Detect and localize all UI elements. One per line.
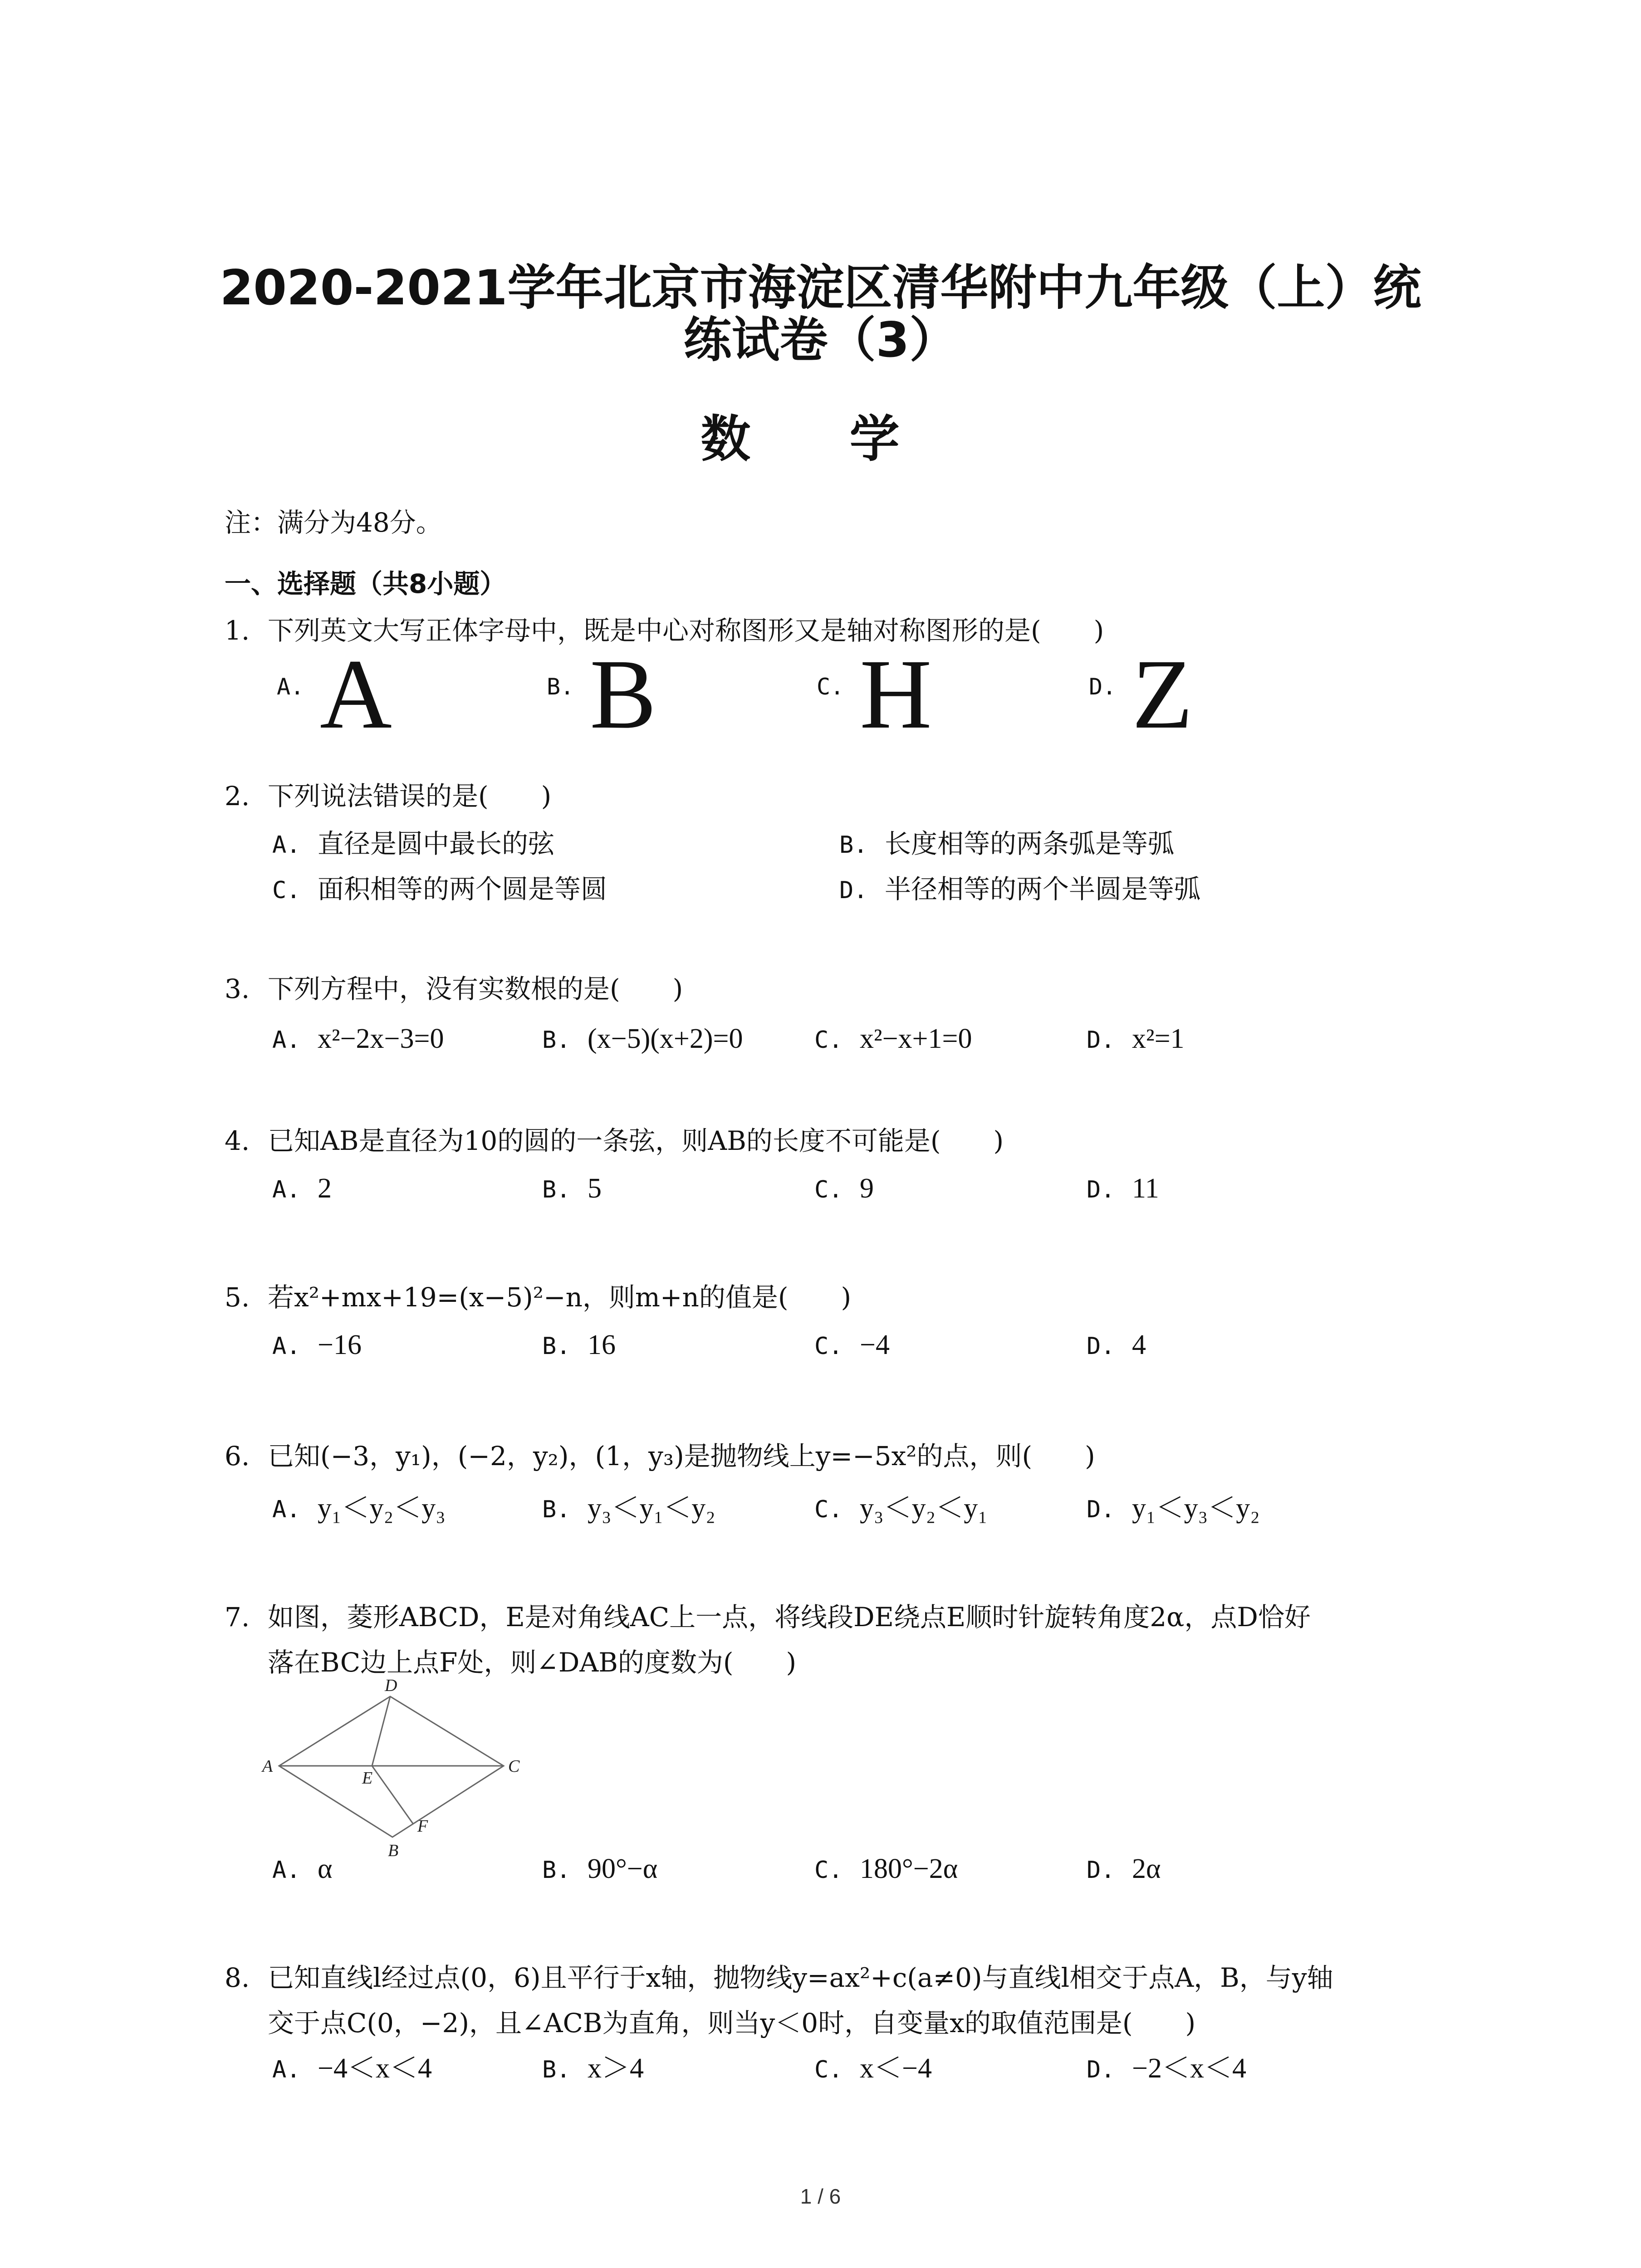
option-text: 2	[318, 1173, 332, 1204]
option-d	[1087, 1486, 1260, 1532]
option-key: A.	[272, 1026, 301, 1054]
question-text: 已知(−3，y₁)，(−2，y₂)，(1，y₃)是抛物线上y=−5x²的点，则( )	[268, 1441, 1095, 1471]
option-key: A.	[272, 2056, 301, 2083]
option-d	[1087, 1846, 1161, 1893]
option-a	[272, 2046, 432, 2092]
option-d	[1087, 1322, 1146, 1369]
question-7-continued: 落在BC边上点F处，则∠DAB的度数为( )	[268, 1647, 797, 1678]
question-number: 4.	[225, 1125, 250, 1156]
segment-ef	[372, 1766, 413, 1823]
option-c	[814, 1486, 988, 1532]
score-note: 注：满分为48分。	[225, 507, 442, 538]
option-key: A.	[277, 674, 304, 700]
option-text: x²=1	[1132, 1023, 1185, 1054]
option-b	[542, 1486, 715, 1532]
option-text: 4	[1132, 1330, 1146, 1360]
option-text: 9	[860, 1173, 874, 1204]
option-text: −2＜x＜4	[1132, 2053, 1246, 2084]
option-key: D.	[1087, 2056, 1115, 2083]
option-c	[814, 1016, 972, 1063]
option-key: A.	[272, 1857, 301, 1884]
option-key: C.	[814, 1026, 843, 1054]
question-2	[225, 773, 551, 819]
option-text: x＜−4	[860, 2053, 932, 2084]
option-text: −4	[860, 1330, 890, 1360]
rhombus-abcd	[279, 1696, 504, 1837]
question-8	[225, 1955, 1333, 2000]
question-3	[225, 966, 683, 1012]
option-text: α	[318, 1853, 333, 1884]
option-b	[542, 1846, 657, 1893]
option-text: 5	[588, 1173, 602, 1204]
option-key: D.	[1087, 1176, 1115, 1203]
option-key: D.	[1087, 1857, 1115, 1884]
option-key: B.	[547, 674, 574, 700]
question-8-continued: 交于点C(0，−2)，且∠ACB为直角，则当y＜0时，自变量x的取值范围是( )	[268, 2008, 1196, 2038]
option-a	[272, 1166, 332, 1212]
option-key: B.	[542, 1333, 571, 1360]
exam-title-line-1: 2020-2021学年北京市海淀区清华附中九年级（上）统	[220, 260, 1421, 316]
option-c	[814, 1166, 874, 1212]
option-key: D.	[1087, 1026, 1115, 1054]
question-text: 下列说法错误的是( )	[268, 781, 552, 811]
option-text: 2α	[1132, 1853, 1161, 1884]
option-key: B.	[839, 831, 868, 859]
option-text: y₁＜y₂＜y₃	[318, 1493, 446, 1524]
option-key: D.	[1087, 1496, 1115, 1523]
option-a	[272, 1322, 362, 1369]
page-number: 1 / 6	[800, 2185, 841, 2208]
option-c	[272, 866, 607, 913]
option-text: −16	[318, 1330, 362, 1360]
question-7	[225, 1594, 1311, 1640]
option-text: 16	[588, 1330, 616, 1360]
label-e: E	[362, 1769, 373, 1788]
option-key: C.	[814, 1496, 843, 1523]
option-key: A.	[272, 831, 301, 859]
question-number: 8.	[225, 1962, 250, 1993]
option-text: x²−2x−3=0	[318, 1023, 444, 1054]
option-letter-glyph: A	[320, 639, 392, 749]
label-c: C	[508, 1757, 520, 1776]
question-6	[225, 1433, 1095, 1479]
option-key: B.	[542, 1176, 571, 1203]
option-text: −4＜x＜4	[318, 2053, 432, 2084]
question-text: 已知直线l经过点(0，6)且平行于x轴，抛物线y=ax²+c(a≠0)与直线l相交于点A，B，与y轴	[268, 1962, 1333, 1993]
option-d	[1087, 1016, 1185, 1063]
question-number: 1.	[225, 615, 250, 646]
option-key: C.	[814, 1857, 843, 1884]
option-key: C.	[817, 674, 844, 700]
option-text: 长度相等的两条弧是等弧	[885, 828, 1175, 859]
option-text: 11	[1132, 1173, 1159, 1204]
question-number: 2.	[225, 781, 250, 811]
option-text: 90°−α	[588, 1853, 658, 1884]
option-key: B.	[542, 1496, 571, 1523]
option-text: 面积相等的两个圆是等圆	[318, 874, 607, 904]
option-letter-glyph: Z	[1132, 639, 1193, 749]
option-d	[1087, 1166, 1159, 1212]
option-d	[839, 866, 1200, 913]
option-d	[1087, 2046, 1246, 2092]
option-c	[814, 1846, 958, 1893]
question-text: 已知AB是直径为10的圆的一条弦，则AB的长度不可能是( )	[268, 1125, 1004, 1156]
label-f: F	[417, 1817, 428, 1836]
question-text: 下列英文大写正体字母中，既是中心对称图形又是轴对称图形的是( )	[268, 615, 1104, 646]
option-key: D.	[1087, 1333, 1115, 1360]
exam-title-line-2: 练试卷（3）	[683, 312, 958, 368]
option-b	[542, 1166, 602, 1212]
option-text: x＞4	[588, 2053, 644, 2084]
option-text: 180°−2α	[860, 1853, 958, 1884]
question-text: 如图，菱形ABCD，E是对角线AC上一点，将线段DE绕点E顺时针旋转角度2α，点D恰好	[268, 1602, 1311, 1633]
question-number: 7.	[225, 1602, 250, 1633]
question-number: 6.	[225, 1441, 250, 1471]
rhombus-figure	[254, 1678, 535, 1860]
label-d: D	[385, 1678, 397, 1695]
option-key: B.	[542, 1026, 571, 1054]
option-key: C.	[814, 1333, 843, 1360]
option-text: 半径相等的两个半圆是等弧	[885, 874, 1201, 904]
option-a	[272, 1016, 444, 1063]
option-b	[542, 1016, 743, 1063]
question-text: 下列方程中，没有实数根的是( )	[268, 973, 683, 1004]
option-key: A.	[272, 1496, 301, 1523]
question-number: 5.	[225, 1282, 250, 1313]
option-key: B.	[542, 2056, 571, 2083]
option-key: A.	[272, 1333, 301, 1360]
option-text: (x−5)(x+2)=0	[588, 1023, 743, 1054]
option-text: y₃＜y₁＜y₂	[588, 1493, 715, 1524]
question-text: 若x²+mx+19=(x−5)²−n，则m+n的值是( )	[268, 1282, 852, 1313]
option-key: C.	[814, 1176, 843, 1203]
option-c	[814, 2046, 932, 2092]
option-key: B.	[542, 1857, 571, 1884]
option-text: y₁＜y₃＜y₂	[1132, 1493, 1260, 1524]
subject-heading: 数 学	[700, 410, 941, 468]
option-a	[272, 821, 554, 868]
option-b	[542, 1322, 616, 1369]
section-heading: 一、选择题（共8小题）	[225, 568, 506, 599]
option-text: 直径是圆中最长的弦	[318, 828, 555, 859]
label-a: A	[262, 1757, 273, 1776]
label-b: B	[388, 1841, 399, 1860]
option-key: C.	[814, 2056, 843, 2083]
option-key: D.	[839, 877, 868, 904]
option-text: y₃＜y₂＜y₁	[860, 1493, 988, 1524]
option-key: A.	[272, 1176, 301, 1203]
question-number: 3.	[225, 973, 250, 1004]
option-c	[814, 1322, 890, 1369]
option-b	[542, 2046, 644, 2092]
option-letter-glyph: B	[590, 639, 656, 749]
option-a	[272, 1486, 446, 1532]
option-key: D.	[1089, 674, 1117, 700]
option-key: C.	[272, 877, 301, 904]
option-b	[839, 821, 1174, 868]
question-4	[225, 1118, 1004, 1163]
question-5	[225, 1275, 851, 1320]
option-letter-glyph: H	[860, 639, 932, 749]
option-text: x²−x+1=0	[860, 1023, 972, 1054]
option-a	[272, 1846, 332, 1893]
